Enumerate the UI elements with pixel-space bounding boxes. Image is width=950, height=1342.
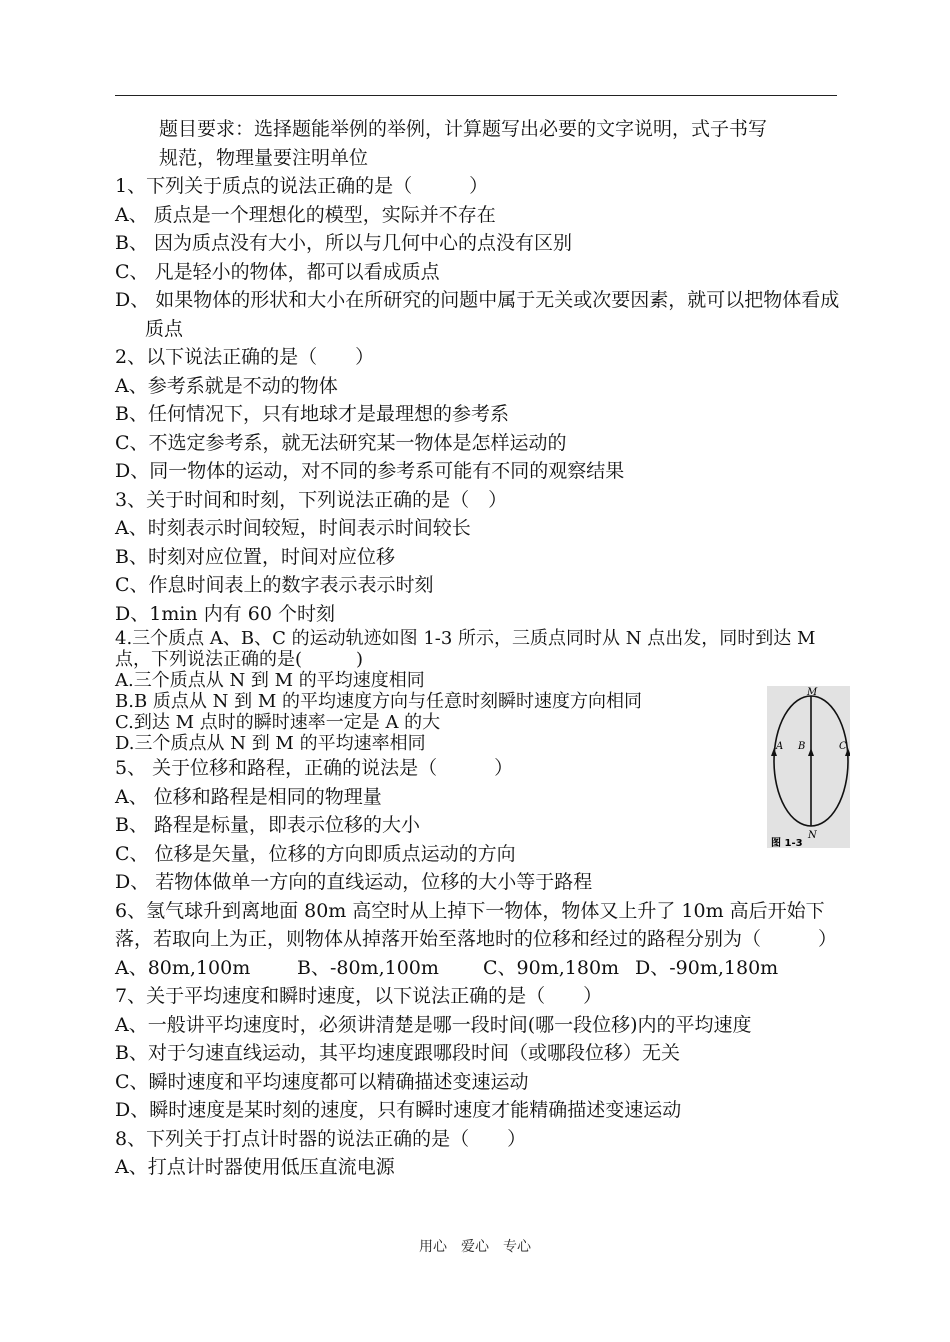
q6-options [115, 954, 840, 983]
document-body [115, 115, 840, 1182]
q5-stem: 5、 关于位移和路程，正确的说法是（ ） [115, 757, 514, 779]
q4-option-a: A.三个质点从 N 到 M 的平均速度相同 [115, 670, 425, 691]
q7-option-b: B、对于匀速直线运动，其平均速度跟哪段时间（或哪段位移）无关 [115, 1042, 680, 1064]
figure-label-n: N [808, 830, 817, 841]
q6-option-a: A、80m,100m [115, 956, 251, 979]
q2-option-b: B、任何情况下，只有地球才是最理想的参考系 [115, 403, 509, 425]
q6-option-c: C、90m,180m [483, 956, 620, 979]
q3-option-c: C、作息时间表上的数字表示表示时刻 [115, 574, 434, 596]
q7-stem: 7、关于平均速度和瞬时速度，以下说法正确的是（ ） [115, 985, 603, 1007]
q7-option-d: D、瞬时速度是某时刻的速度，只有瞬时速度才能精确描述变速运动 [115, 1099, 682, 1121]
q4-option-d: D.三个质点从 N 到 M 的平均速率相同 [115, 733, 426, 754]
q4-option-b: B.B 质点从 N 到 M 的平均速度方向与任意时刻瞬时速度方向相同 [115, 691, 642, 712]
q2-option-a: A、参考系就是不动的物体 [115, 374, 338, 397]
q7-option-c: C、瞬时速度和平均速度都可以精确描述变速运动 [115, 1070, 529, 1093]
page-footer: 用心 爱心 专心 [419, 1239, 531, 1255]
q1-option-b: B、 因为质点没有大小，所以与几何中心的点没有区别 [115, 232, 573, 254]
instructions-line-2: 规范，物理量要注明单位 [159, 146, 369, 169]
trajectory-diagram [767, 686, 850, 848]
q2-option-c: C、不选定参考系，就无法研究某一物体是怎样运动的 [115, 431, 567, 454]
q1-option-a: A、 质点是一个理想化的模型，实际并不存在 [115, 203, 496, 226]
header-rule [115, 95, 837, 96]
q3-stem: 3、关于时间和时刻，下列说法正确的是（ ） [115, 488, 508, 511]
q3-option-b: B、时刻对应位置，时间对应位移 [115, 545, 395, 568]
figure-1-3 [767, 686, 850, 848]
q5-option-a: A、 位移和路程是相同的物理量 [115, 785, 382, 808]
q1-option-c: C、 凡是轻小的物体，都可以看成质点 [115, 260, 440, 283]
q1-option-d: D、 如果物体的形状和大小在所研究的问题中属于无关或次要因素，就可以把物体看成质点 [115, 289, 840, 340]
q8-stem: 8、下列关于打点计时器的说法正确的是（ ） [115, 1127, 527, 1150]
q6-option-b: B、-80m,100m [297, 956, 439, 979]
q4-option-c: C.到达 M 点时的瞬时速率一定是 A 的大 [115, 712, 441, 733]
q5-option-b: B、 路程是标量，即表示位移的大小 [115, 814, 421, 836]
figure-label-a: A [776, 741, 784, 752]
q6-stem: 6、氢气球升到离地面 80m 高空时从上掉下一物体，物体又上升了 10m 高后开始下落，若取向上为正，则物体从掉落开始至落地时的位移和经过的路程分别为（ ） [115, 899, 838, 950]
instructions-line-1: 题目要求：选择题能举例的举例，计算题写出必要的文字说明，式子书写 [159, 118, 768, 140]
figure-caption: 图 1-3 [771, 838, 803, 848]
q3-option-a: A、时刻表示时间较短，时间表示时间较长 [115, 517, 471, 539]
q3-option-d: D、1min 内有 60 个时刻 [115, 602, 335, 625]
q7-option-a: A、一般讲平均速度时，必须讲清楚是哪一段时间(哪一段位移)内的平均速度 [115, 1013, 752, 1036]
q5-option-c: C、 位移是矢量，位移的方向即质点运动的方向 [115, 842, 516, 865]
q4-stem: 4.三个质点 A、B、C 的运动轨迹如图 1-3 所示，三质点同时从 N 点出发，同时到达 M 点，下列说法正确的是( ) [115, 628, 816, 670]
q5-option-d: D、 若物体做单一方向的直线运动，位移的大小等于路程 [115, 871, 593, 893]
q2-option-d: D、同一物体的运动，对不同的参考系可能有不同的观察结果 [115, 460, 625, 482]
q6-option-d: D、-90m,180m [635, 956, 779, 979]
figure-label-b: B [798, 741, 806, 752]
figure-label-c: C [839, 741, 847, 752]
q8-option-a: A、打点计时器使用低压直流电源 [115, 1156, 395, 1178]
q2-stem: 2、以下说法正确的是（ ） [115, 346, 375, 368]
figure-label-m: M [807, 687, 818, 698]
q1-stem: 1、下列关于质点的说法正确的是（ ） [115, 175, 489, 197]
